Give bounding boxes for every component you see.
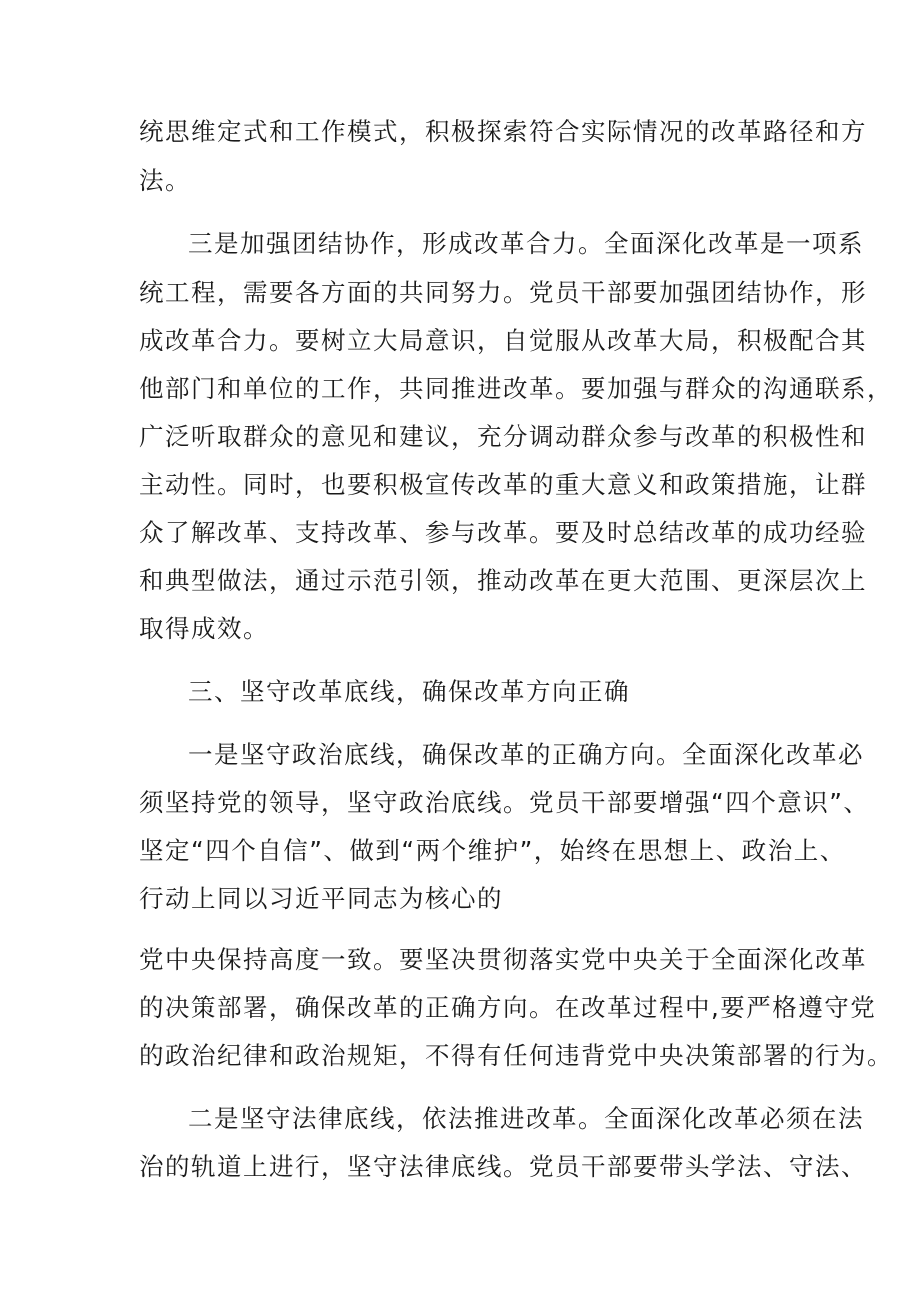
text-line: 成改革合力。要树立大局意识，自觉服从改革大局，积极配合其 [139,326,867,355]
text-line: 须坚持党的领导，坚守政治底线。党员干部要增强“四个意识”、 [139,788,870,817]
text-line: 行动上同以习近平同志为核心的 [139,884,503,913]
paragraph-start-line: 一是坚守政治底线，确保改革的正确方向。全面深化改革必 [188,740,864,769]
paragraph-start-line: 三是加强团结协作，形成改革合力。全面深化改革是一项系 [188,229,864,258]
text-line: 的决策部署，确保改革的正确方向。在改革过程中,要严格遵守党 [139,993,877,1022]
text-line: 法。 [139,166,191,195]
text-line: 的政治纪律和政治规矩，不得有任何违背党中央决策部署的行为。 [139,1041,893,1070]
text-line: 和典型做法，通过示范引领，推动改革在更大范围、更深层次上 [139,566,867,595]
text-line: 取得成效。 [139,614,269,643]
section-heading: 三、坚守改革底线，确保改革方向正确 [188,677,630,706]
text-line: 坚定“四个自信”、做到“两个维护”，始终在思想上、政治上、 [139,836,846,865]
text-line: 广泛听取群众的意见和建议，充分调动群众参与改革的积极性和 [139,422,867,451]
text-line: 治的轨道上进行，坚守法律底线。党员干部要带头学法、守法、 [139,1152,867,1181]
text-line: 党中央保持高度一致。要坚决贯彻落实党中央关于全面深化改革 [139,945,867,974]
text-line: 主动性。同时，也要积极宣传改革的重大意义和政策措施，让群 [139,470,867,499]
paragraph-start-line: 二是坚守法律底线，依法推进改革。全面深化改革必须在法 [188,1104,864,1133]
text-line: 他部门和单位的工作，共同推进改革。要加强与群众的沟通联系， [139,374,893,403]
text-line: 统思维定式和工作模式，积极探索符合实际情况的改革路径和方 [139,117,867,146]
text-line: 众了解改革、支持改革、参与改革。要及时总结改革的成功经验 [139,518,867,547]
text-line: 统工程，需要各方面的共同努力。党员干部要加强团结协作，形 [139,278,867,307]
